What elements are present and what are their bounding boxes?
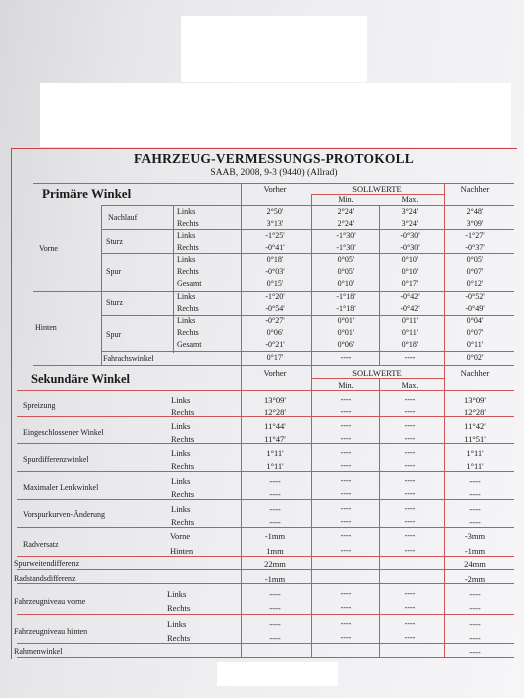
row-label: Vorne xyxy=(170,531,191,541)
value-vorher: ---- xyxy=(269,589,281,599)
label-sturz: Sturz xyxy=(106,298,123,307)
row-label: Links xyxy=(177,316,196,325)
value-max: ---- xyxy=(404,421,416,430)
value-vorher: ---- xyxy=(269,489,281,499)
value-nachher: 24mm xyxy=(464,559,486,569)
value-max: -0°42' xyxy=(400,292,420,301)
row-label: Links xyxy=(171,448,191,458)
value-nachher: 0°12' xyxy=(466,279,484,288)
row-label: Rechts xyxy=(167,633,191,643)
row-label: Links xyxy=(167,589,187,599)
value-vorher: ---- xyxy=(269,633,281,643)
row-label: Rechts xyxy=(177,267,199,276)
grid-line xyxy=(17,390,514,391)
vehicle-info: SAAB, 2008, 9-3 (9440) (Allrad) xyxy=(210,168,338,178)
value-max: ---- xyxy=(404,434,416,443)
value-min: 2°24' xyxy=(337,219,355,228)
value-max: -0°42' xyxy=(400,304,420,313)
value-min: ---- xyxy=(340,395,352,404)
value-min: 0°05' xyxy=(337,267,355,276)
value-max: ---- xyxy=(404,448,416,457)
grid-line xyxy=(17,569,514,570)
row-group: Fahrzeugniveau hinten xyxy=(14,627,88,636)
value-nachher: ---- xyxy=(469,489,481,499)
value-min: ---- xyxy=(340,489,352,498)
value-nachher: 1°11' xyxy=(466,448,484,458)
value-nachher: ---- xyxy=(469,476,481,486)
value-nachher: 12°28' xyxy=(464,407,486,417)
value-max: ---- xyxy=(404,489,416,498)
value-nachher: 0°07' xyxy=(466,267,484,276)
row-label: Gesamt xyxy=(177,279,202,288)
row-group: Radstandsdifferenz xyxy=(14,574,76,583)
value-max: ---- xyxy=(404,504,416,513)
value-nachher: ---- xyxy=(469,603,481,613)
value-nachher: ---- xyxy=(469,647,481,657)
col-max: Max. xyxy=(401,195,419,204)
grid-line xyxy=(101,351,514,352)
value-vorher: 0°15' xyxy=(266,279,284,288)
label-sturz: Sturz xyxy=(106,237,123,246)
value-nachher: 3°09' xyxy=(466,219,484,228)
value-max: -0°30' xyxy=(400,231,420,240)
value-vorher: 3°13' xyxy=(266,219,284,228)
value-nachher: 2°48' xyxy=(466,207,484,216)
grid-line xyxy=(33,183,514,184)
grid-line xyxy=(101,253,514,254)
grid-line xyxy=(17,443,514,444)
document-title: FAHRZEUG-VERMESSUNGS-PROTOKOLL xyxy=(133,151,415,166)
value-vorher: 0°17' xyxy=(266,353,284,362)
row-label: Rechts xyxy=(171,489,195,499)
value-vorher: ---- xyxy=(269,476,281,486)
value-max: ---- xyxy=(404,407,416,416)
value-max: 0°10' xyxy=(401,267,419,276)
row-group: Fahrzeugniveau vorne xyxy=(14,597,86,606)
grid-line xyxy=(311,378,444,379)
value-nachher: 0°04' xyxy=(466,316,484,325)
col-min: Min. xyxy=(338,381,354,390)
value-min: ---- xyxy=(340,589,352,598)
row-label: Gesamt xyxy=(177,340,202,349)
row-label: Links xyxy=(171,421,191,431)
value-max: ---- xyxy=(404,531,416,540)
grid-line xyxy=(311,194,312,205)
value-vorher: 0°06' xyxy=(266,328,284,337)
value-vorher: -0°54' xyxy=(265,304,285,313)
value-min: ---- xyxy=(340,353,352,362)
col-sollwerte: SOLLWERTE xyxy=(352,368,402,378)
value-min: ---- xyxy=(340,633,352,642)
label-spur: Spur xyxy=(106,267,122,276)
value-min: 0°01' xyxy=(337,316,355,325)
value-vorher: 2°50' xyxy=(266,207,284,216)
grid-line xyxy=(241,183,242,365)
value-nachher: 0°02' xyxy=(466,353,484,362)
value-max: ---- xyxy=(404,517,416,526)
label-fahrachswinkel: Fahrachswinkel xyxy=(103,354,154,363)
col-vorher: Vorher xyxy=(263,368,287,378)
value-vorher: ---- xyxy=(269,517,281,527)
row-group: Maximaler Lenkwinkel xyxy=(23,483,99,492)
value-nachher: ---- xyxy=(469,633,481,643)
value-vorher: ---- xyxy=(269,603,281,613)
primary-heading: Primäre Winkel xyxy=(42,186,132,201)
value-nachher: 0°05' xyxy=(466,255,484,264)
grid-line xyxy=(17,499,514,500)
grid-line xyxy=(17,657,514,658)
value-min: ---- xyxy=(340,619,352,628)
value-min: ---- xyxy=(340,603,352,612)
redacted-area xyxy=(181,16,367,82)
grid-line xyxy=(17,556,514,557)
value-max: ---- xyxy=(404,353,416,362)
row-label: Rechts xyxy=(171,517,195,527)
grid-line xyxy=(241,365,242,658)
value-nachher: -0°52' xyxy=(465,292,485,301)
value-max: 0°11' xyxy=(401,316,419,325)
col-sollwerte: SOLLWERTE xyxy=(352,184,402,194)
value-min: 0°10' xyxy=(337,279,355,288)
grid-line xyxy=(101,315,514,316)
value-nachher: ---- xyxy=(469,619,481,629)
value-vorher: -0°03' xyxy=(265,267,285,276)
value-vorher: 0°18' xyxy=(266,255,284,264)
row-label: Links xyxy=(177,255,196,264)
value-max: ---- xyxy=(404,603,416,612)
value-max: ---- xyxy=(404,546,416,555)
protocol-sheet xyxy=(11,148,517,659)
value-nachher: ---- xyxy=(469,517,481,527)
grid-line xyxy=(17,527,514,528)
row-group: Rahmenwinkel xyxy=(14,647,63,656)
value-nachher: ---- xyxy=(469,589,481,599)
redacted-area xyxy=(40,83,511,147)
value-max: ---- xyxy=(404,633,416,642)
value-min: ---- xyxy=(340,421,352,430)
row-label: Rechts xyxy=(177,304,199,313)
row-group: Spurweitendifferenz xyxy=(14,559,80,568)
value-nachher: 0°07' xyxy=(466,328,484,337)
group-hinten: Hinten xyxy=(35,323,57,332)
row-label: Hinten xyxy=(170,546,194,556)
row-label: Links xyxy=(171,504,191,514)
value-vorher: ---- xyxy=(269,619,281,629)
value-nachher: -1°27' xyxy=(465,231,485,240)
grid-line xyxy=(17,471,514,472)
value-max: 3°24' xyxy=(401,219,419,228)
value-min: ---- xyxy=(340,434,352,443)
grid-line xyxy=(444,183,445,365)
value-max: 0°10' xyxy=(401,255,419,264)
value-vorher: -1mm xyxy=(264,574,286,584)
grid-line xyxy=(17,583,514,584)
value-vorher: 11°44' xyxy=(264,421,286,431)
secondary-heading: Sekundäre Winkel xyxy=(31,372,130,386)
value-min: ---- xyxy=(340,448,352,457)
value-min: ---- xyxy=(340,461,352,470)
row-group: Radversatz xyxy=(23,540,59,549)
value-min: 2°24' xyxy=(337,207,355,216)
row-label: Rechts xyxy=(171,461,195,471)
value-vorher: 12°28' xyxy=(264,407,286,417)
value-max: 0°17' xyxy=(401,279,419,288)
value-vorher: ---- xyxy=(269,504,281,514)
row-label: Links xyxy=(177,207,196,216)
col-nachher: Nachher xyxy=(460,184,490,194)
value-max: ---- xyxy=(404,461,416,470)
label-spur: Spur xyxy=(106,330,122,339)
row-label: Rechts xyxy=(177,243,199,252)
row-group: Spreizung xyxy=(23,401,56,410)
row-label: Rechts xyxy=(177,219,199,228)
value-nachher: -0°49' xyxy=(465,304,485,313)
grid-line xyxy=(17,614,514,615)
row-label: Rechts xyxy=(177,328,199,337)
grid-line xyxy=(33,365,514,366)
grid-line xyxy=(379,205,380,365)
value-max: 3°24' xyxy=(401,207,419,216)
grid-line xyxy=(101,229,514,230)
row-label: Rechts xyxy=(167,603,191,613)
grid-line xyxy=(101,205,102,365)
value-max: ---- xyxy=(404,395,416,404)
row-label: Links xyxy=(177,292,196,301)
value-nachher: 0°11' xyxy=(466,340,484,349)
value-vorher: -1°25' xyxy=(265,231,285,240)
value-nachher: 13°09' xyxy=(464,395,486,405)
value-nachher: -1mm xyxy=(464,546,486,556)
value-min: -1°30' xyxy=(336,243,356,252)
grid-line xyxy=(379,379,380,658)
row-group: Spurdifferenzwinkel xyxy=(23,455,89,464)
value-nachher: -0°37' xyxy=(465,243,485,252)
col-max: Max. xyxy=(401,381,419,390)
grid-line xyxy=(101,205,514,206)
value-min: ---- xyxy=(340,504,352,513)
label-nachlauf: Nachlauf xyxy=(108,213,138,222)
value-vorher: -0°27' xyxy=(265,316,285,325)
value-max: -0°30' xyxy=(400,243,420,252)
value-min: 0°06' xyxy=(337,340,355,349)
grid-line xyxy=(311,205,312,365)
value-max: ---- xyxy=(404,589,416,598)
value-nachher: -2mm xyxy=(464,574,486,584)
value-nachher: -3mm xyxy=(464,531,486,541)
value-vorher: 1°11' xyxy=(266,461,284,471)
grid-line xyxy=(311,194,444,195)
grid-line xyxy=(173,205,174,353)
grid-line xyxy=(444,365,445,658)
value-nachher: 11°51' xyxy=(464,434,486,444)
col-min: Min. xyxy=(338,195,354,204)
row-label: Rechts xyxy=(171,434,195,444)
value-vorher: 13°09' xyxy=(264,395,286,405)
value-min: ---- xyxy=(340,531,352,540)
value-min: ---- xyxy=(340,546,352,555)
value-nachher: 11°42' xyxy=(464,421,486,431)
value-min: -1°18' xyxy=(336,304,356,313)
value-vorher: -0°41' xyxy=(265,243,285,252)
value-vorher: -1°20' xyxy=(265,292,285,301)
value-max: ---- xyxy=(404,476,416,485)
value-min: ---- xyxy=(340,517,352,526)
value-min: ---- xyxy=(340,407,352,416)
value-min: -1°30' xyxy=(336,231,356,240)
col-nachher: Nachher xyxy=(460,368,490,378)
value-vorher: -0°21' xyxy=(265,340,285,349)
value-min: ---- xyxy=(340,476,352,485)
value-vorher: 11°47' xyxy=(264,434,286,444)
value-vorher: 1mm xyxy=(266,546,284,556)
row-label: Links xyxy=(167,619,187,629)
value-max: ---- xyxy=(404,619,416,628)
grid-line xyxy=(17,643,514,644)
value-max: 0°11' xyxy=(401,328,419,337)
row-label: Rechts xyxy=(171,407,195,417)
value-vorher: 22mm xyxy=(264,559,286,569)
redacted-area xyxy=(217,662,338,686)
grid-line xyxy=(311,365,312,658)
value-min: 0°01' xyxy=(337,328,355,337)
row-label: Links xyxy=(171,476,191,486)
value-min: 0°05' xyxy=(337,255,355,264)
value-vorher: 1°11' xyxy=(266,448,284,458)
group-vorne: Vorne xyxy=(39,244,58,253)
grid-line xyxy=(17,416,514,417)
row-group: Eingeschlossener Winkel xyxy=(23,428,104,437)
value-min: -1°18' xyxy=(336,292,356,301)
row-label: Links xyxy=(177,231,196,240)
col-vorher: Vorher xyxy=(263,184,287,194)
value-nachher: 1°11' xyxy=(466,461,484,471)
row-group: Vorspurkurven-Änderung xyxy=(23,510,106,519)
grid-line xyxy=(33,291,514,292)
value-max: 0°18' xyxy=(401,340,419,349)
value-vorher: -1mm xyxy=(264,531,286,541)
row-label: Links xyxy=(171,395,191,405)
value-nachher: ---- xyxy=(469,504,481,514)
